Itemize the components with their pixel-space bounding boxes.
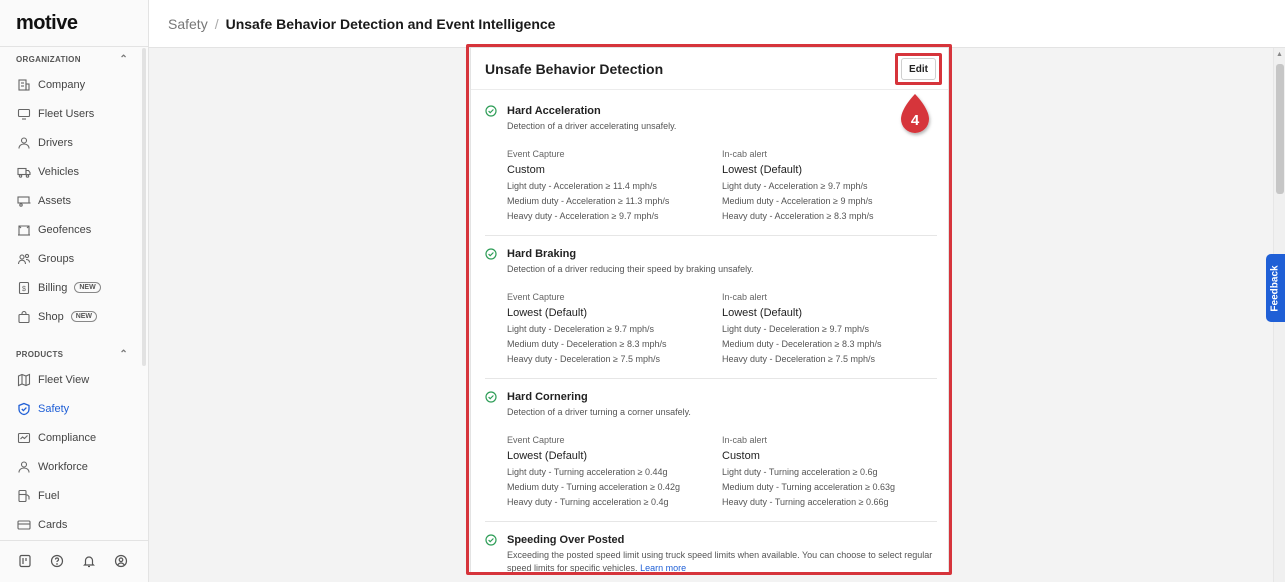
threshold-medium: Medium duty - Acceleration ≥ 9 mph/s	[722, 196, 873, 206]
threshold-heavy: Heavy duty - Turning acceleration ≥ 0.66g	[722, 497, 889, 507]
section-description-text: Exceeding the posted speed limit using truck speed limits when available. You can choose to select regular speed limits for specific vehicles.	[507, 550, 933, 572]
help-icon[interactable]	[50, 554, 66, 570]
sidebar-item-company[interactable]	[0, 70, 148, 99]
event-capture-value: Lowest (Default)	[507, 450, 588, 462]
sidebar-item-label: Shop	[38, 310, 64, 323]
map-icon	[17, 373, 31, 387]
step-number: 4	[910, 112, 920, 129]
event-capture-column	[507, 149, 722, 224]
svg-text:$: $	[22, 285, 26, 293]
check-circle-icon	[485, 105, 497, 117]
trailer-icon	[17, 194, 31, 208]
event-capture-value: Custom	[507, 164, 545, 176]
sidebar-item-label: Cards	[38, 518, 68, 531]
chevron-up-icon[interactable]: ⌃	[119, 348, 128, 360]
event-capture-label: Event Capture	[507, 149, 565, 159]
edit-highlight	[895, 53, 942, 85]
threshold-medium: Medium duty - Turning acceleration ≥ 0.63g	[722, 482, 896, 492]
section-description: Detection of a driver reducing their speed by braking unsafely.	[507, 264, 754, 274]
in-cab-alert-column	[722, 149, 937, 224]
threshold-heavy: Heavy duty - Deceleration ≥ 7.5 mph/s	[507, 354, 661, 364]
in-cab-alert-value: Lowest (Default)	[722, 164, 803, 176]
in-cab-alert-column	[722, 292, 937, 367]
section-title: Speeding Over Posted	[507, 534, 625, 546]
in-cab-alert-value: Custom	[722, 450, 760, 462]
card-header	[471, 48, 948, 90]
threshold-light: Light duty - Turning acceleration ≥ 0.44g	[507, 467, 668, 477]
check-circle-icon	[485, 248, 497, 260]
section-divider	[485, 521, 937, 522]
section-divider	[485, 235, 937, 236]
threshold-light: Light duty - Acceleration ≥ 9.7 mph/s	[722, 181, 868, 191]
sidebar-item-label: Geofences	[38, 223, 92, 236]
sidebar-item-label: Fleet View	[38, 373, 90, 386]
sidebar-item-label: Fleet Users	[38, 107, 95, 120]
step-marker-pin-icon	[896, 92, 934, 140]
threshold-light: Light duty - Acceleration ≥ 11.4 mph/s	[507, 181, 657, 191]
monitor-icon	[17, 107, 31, 121]
organization-header-label: ORGANIZATION	[16, 54, 81, 64]
sidebar-item-assets[interactable]	[0, 186, 148, 215]
threshold-heavy: Heavy duty - Turning acceleration ≥ 0.4g	[507, 497, 669, 507]
logbook-icon	[17, 431, 31, 445]
feedback-tab[interactable]	[1266, 254, 1285, 322]
sidebar-item-cards[interactable]	[0, 510, 148, 539]
invoice-icon	[17, 281, 31, 295]
sidebar-item-label: Assets	[38, 194, 72, 207]
sidebar	[0, 0, 149, 582]
sidebar-item-label: Vehicles	[38, 165, 79, 178]
products-section-header[interactable]	[0, 343, 148, 365]
section-title: Hard Braking	[507, 248, 577, 260]
section-title: Hard Cornering	[507, 391, 588, 403]
edit-button[interactable]: Edit	[901, 58, 936, 80]
sidebar-item-safety[interactable]	[0, 394, 148, 423]
threshold-heavy: Heavy duty - Acceleration ≥ 8.3 mph/s	[722, 211, 874, 221]
event-capture-value: Lowest (Default)	[507, 307, 588, 319]
sidebar-item-label: Billing	[38, 281, 68, 294]
sidebar-scrollbar[interactable]	[142, 48, 146, 366]
section-hard-acceleration	[485, 104, 937, 224]
threshold-heavy: Heavy duty - Deceleration ≥ 7.5 mph/s	[722, 354, 876, 364]
check-circle-icon	[485, 391, 497, 403]
page-title: Unsafe Behavior Detection and Event Intelligence	[225, 15, 556, 32]
bell-icon[interactable]	[82, 554, 98, 570]
geofence-icon	[17, 223, 31, 237]
group-icon	[17, 252, 31, 266]
threshold-medium: Medium duty - Deceleration ≥ 8.3 mph/s	[722, 339, 882, 349]
sidebar-item-shop[interactable]	[0, 302, 148, 331]
unsafe-behavior-card	[470, 48, 949, 572]
top-bar	[149, 0, 1285, 48]
in-cab-alert-value: Lowest (Default)	[722, 307, 803, 319]
section-description	[507, 549, 937, 572]
sidebar-item-fuel[interactable]	[0, 481, 148, 510]
worker-icon	[17, 460, 31, 474]
user-account-icon[interactable]	[114, 554, 130, 570]
person-icon	[17, 136, 31, 150]
page-scrollbar-thumb[interactable]	[1276, 64, 1284, 194]
in-cab-alert-label: In-cab alert	[722, 149, 768, 159]
in-cab-alert-label: In-cab alert	[722, 292, 768, 302]
event-capture-label: Event Capture	[507, 292, 565, 302]
in-cab-alert-label: In-cab alert	[722, 435, 768, 445]
event-capture-column	[507, 435, 722, 510]
new-badge: NEW	[71, 311, 97, 322]
shopping-bag-icon	[17, 310, 31, 324]
sidebar-item-label: Company	[38, 78, 86, 91]
sidebar-item-groups[interactable]	[0, 244, 148, 273]
sidebar-item-drivers[interactable]	[0, 128, 148, 157]
threshold-medium: Medium duty - Acceleration ≥ 11.3 mph/s	[507, 196, 670, 206]
threshold-medium: Medium duty - Turning acceleration ≥ 0.42g	[507, 482, 681, 492]
credit-card-icon	[17, 518, 31, 532]
scroll-up-arrow-icon[interactable]: ▲	[1276, 50, 1283, 58]
sidebar-item-workforce[interactable]	[0, 452, 148, 481]
fuel-pump-icon	[17, 489, 31, 503]
truck-icon	[17, 165, 31, 179]
sidebar-item-fleet-users[interactable]	[0, 99, 148, 128]
section-divider	[485, 378, 937, 379]
sidebar-item-billing[interactable]	[0, 273, 148, 302]
event-capture-label: Event Capture	[507, 435, 565, 445]
sidebar-footer	[0, 540, 148, 582]
chevron-up-icon[interactable]: ⌃	[119, 53, 128, 65]
section-hard-braking	[485, 247, 937, 367]
section-hard-cornering	[485, 390, 937, 510]
threshold-medium: Medium duty - Deceleration ≥ 8.3 mph/s	[507, 339, 667, 349]
building-icon	[17, 78, 31, 92]
shield-icon	[17, 402, 31, 416]
card-title: Unsafe Behavior Detection	[485, 60, 664, 77]
feedback-label: Feedback	[1270, 264, 1282, 312]
threshold-heavy: Heavy duty - Acceleration ≥ 9.7 mph/s	[507, 211, 659, 221]
threshold-light: Light duty - Turning acceleration ≥ 0.6g	[722, 467, 878, 477]
section-title: Hard Acceleration	[507, 105, 601, 117]
in-cab-alert-column	[722, 435, 937, 510]
sidebar-item-label: Fuel	[38, 489, 60, 502]
event-capture-column	[507, 292, 722, 367]
sidebar-item-fleet-view[interactable]	[0, 365, 148, 394]
sidebar-item-geofences[interactable]	[0, 215, 148, 244]
section-speeding-over-posted	[485, 533, 937, 572]
sidebar-item-label: Groups	[38, 252, 75, 265]
sidebar-item-label: Workforce	[38, 460, 88, 473]
sidebar-item-label: Compliance	[38, 431, 97, 444]
sidebar-item-label: Safety	[38, 402, 70, 415]
motive-logo[interactable]: motive	[0, 0, 148, 47]
section-description: Detection of a driver accelerating unsafely.	[507, 121, 677, 131]
section-description: Detection of a driver turning a corner unsafely.	[507, 407, 691, 417]
apps-icon[interactable]	[18, 554, 34, 570]
breadcrumb-safety[interactable]: Safety	[168, 15, 208, 32]
sidebar-item-label: Drivers	[38, 136, 73, 149]
learn-more-link[interactable]: Learn more	[640, 563, 687, 572]
threshold-light: Light duty - Deceleration ≥ 9.7 mph/s	[507, 324, 655, 334]
sidebar-item-vehicles[interactable]	[0, 157, 148, 186]
breadcrumb-separator: /	[214, 15, 219, 32]
check-circle-icon	[485, 534, 497, 546]
sidebar-item-compliance[interactable]	[0, 423, 148, 452]
new-badge: NEW	[74, 282, 100, 293]
threshold-light: Light duty - Deceleration ≥ 9.7 mph/s	[722, 324, 870, 334]
products-header-label: PRODUCTS	[16, 349, 64, 359]
organization-section-header[interactable]	[0, 48, 148, 70]
